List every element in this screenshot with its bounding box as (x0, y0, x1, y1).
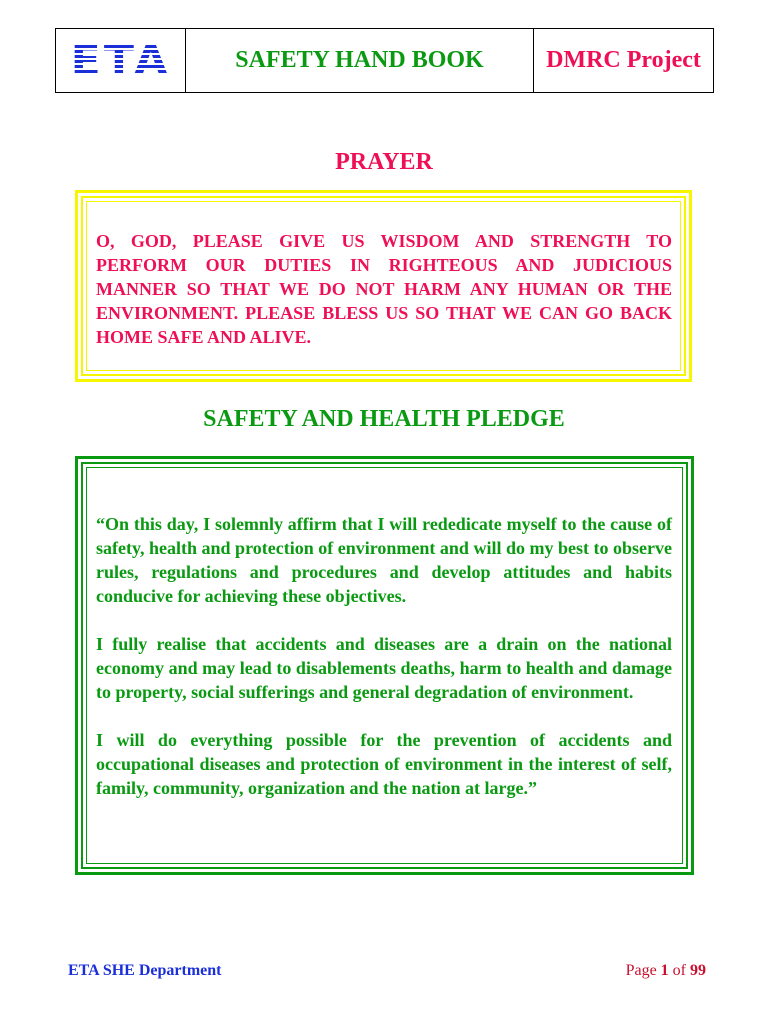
pledge-paragraph: I will do everything possible for the prevention of accidents and occupational diseases and protection of environment in the interest of self, family, community, organization and the nation at large.” (96, 730, 672, 798)
eta-logo: ETA (70, 35, 171, 85)
project-name: DMRC Project (546, 47, 701, 73)
pledge-heading: SAFETY AND HEALTH PLEDGE (203, 406, 565, 432)
pledge-text (96, 512, 672, 824)
prayer-text: O, GOD, PLEASE GIVE US WISDOM AND STRENGTH TO PERFORM OUR DUTIES IN RIGHTEOUS AND JUDICIOUS MANNER SO THAT WE DO NOT HARM ANY HUMAN OR THE ENVIRONMENT. PLEASE BLESS US SO THAT WE CAN GO BACK HOME SAFE AND ALIVE. (96, 231, 672, 347)
page-total: 99 (690, 962, 706, 979)
footer-department: ETA SHE Department (68, 962, 222, 979)
pledge-paragraph: I fully realise that accidents and diseases are a drain on the national economy and may lead to disablements deaths, harm to health and damage to property, social sufferings and general degradation of environment. (96, 634, 672, 702)
handbook-title: SAFETY HAND BOOK (186, 29, 534, 92)
page-number: Page 1 of 99 (625, 962, 706, 979)
document-header (55, 28, 714, 93)
page-current: 1 (660, 962, 669, 979)
pledge-paragraph: “On this day, I solemnly affirm that I will rededicate myself to the cause of safety, health and protection of environment and will do my best to observe rules, regulations and procedures and develop attitudes and habits conducive for achieving these objectives. (96, 514, 672, 606)
logo-cell (56, 29, 186, 92)
prayer-heading: PRAYER (335, 149, 433, 175)
